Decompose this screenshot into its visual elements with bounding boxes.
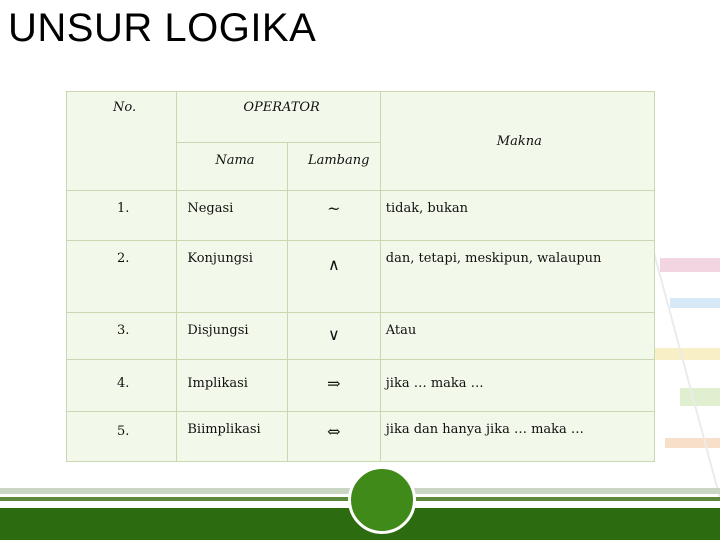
row-nama: Negasi: [187, 201, 234, 216]
row-nama-cell: [177, 313, 288, 360]
row-lambang-cell: [287, 241, 380, 313]
row-makna: tidak, bukan: [385, 201, 469, 216]
row-lambang: ∧: [327, 255, 340, 274]
row-lambang: ⇒: [327, 374, 341, 393]
header-cell-lambang: [287, 143, 380, 191]
row-lambang-cell: [287, 191, 380, 241]
row-lambang-cell: [287, 313, 380, 360]
header-operator: OPERATOR: [243, 100, 320, 115]
table-row: [67, 241, 655, 313]
row-nama-cell: [177, 191, 288, 241]
row-no-cell: [67, 191, 177, 241]
row-no-cell: [67, 412, 177, 462]
row-makna: dan, tetapi, meskipun, walaupun: [385, 251, 602, 266]
header-lambang: Lambang: [307, 153, 370, 168]
row-makna-cell: [380, 241, 654, 313]
header-cell-operator: [177, 92, 380, 143]
slide-title: UNSUR LOGIKA: [8, 6, 317, 50]
header-no: No.: [113, 100, 137, 115]
row-no: 3.: [117, 323, 130, 338]
row-lambang: ∨: [327, 325, 340, 344]
row-nama: Disjungsi: [187, 323, 249, 338]
row-makna: jika … maka …: [385, 376, 484, 391]
row-no-cell: [67, 313, 177, 360]
header-cell-no: [67, 92, 177, 191]
row-makna-cell: [380, 360, 654, 412]
row-lambang-cell: [287, 412, 380, 462]
row-lambang: ~: [327, 199, 341, 218]
header-makna: Makna: [496, 133, 542, 149]
footer-circle-decoration: [348, 466, 416, 534]
row-nama-cell: [177, 241, 288, 313]
row-makna-cell: [380, 191, 654, 241]
row-nama: Konjungsi: [187, 251, 253, 266]
row-lambang-cell: [287, 360, 380, 412]
row-no-cell: [67, 360, 177, 412]
row-nama: Implikasi: [187, 376, 248, 391]
row-no-cell: [67, 241, 177, 313]
row-nama: Biimplikasi: [187, 422, 261, 437]
header-nama: Nama: [215, 153, 255, 168]
decorative-background-art: [650, 238, 720, 498]
row-makna-cell: [380, 313, 654, 360]
row-makna-cell: [380, 412, 654, 462]
row-no: 5.: [117, 424, 130, 439]
row-lambang: ⇔: [327, 422, 341, 441]
row-makna: jika dan hanya jika … maka …: [385, 422, 584, 437]
row-makna: Atau: [385, 323, 417, 338]
table-row: [67, 412, 655, 462]
row-nama-cell: [177, 360, 288, 412]
row-no: 2.: [117, 251, 130, 266]
table-row: [67, 360, 655, 412]
table-row: [67, 313, 655, 360]
header-cell-nama: [177, 143, 288, 191]
logic-operator-table: [66, 91, 655, 462]
header-cell-makna: [380, 92, 654, 191]
row-no: 4.: [117, 376, 130, 391]
row-nama-cell: [177, 412, 288, 462]
table-row: [67, 191, 655, 241]
row-no: 1.: [117, 201, 130, 216]
